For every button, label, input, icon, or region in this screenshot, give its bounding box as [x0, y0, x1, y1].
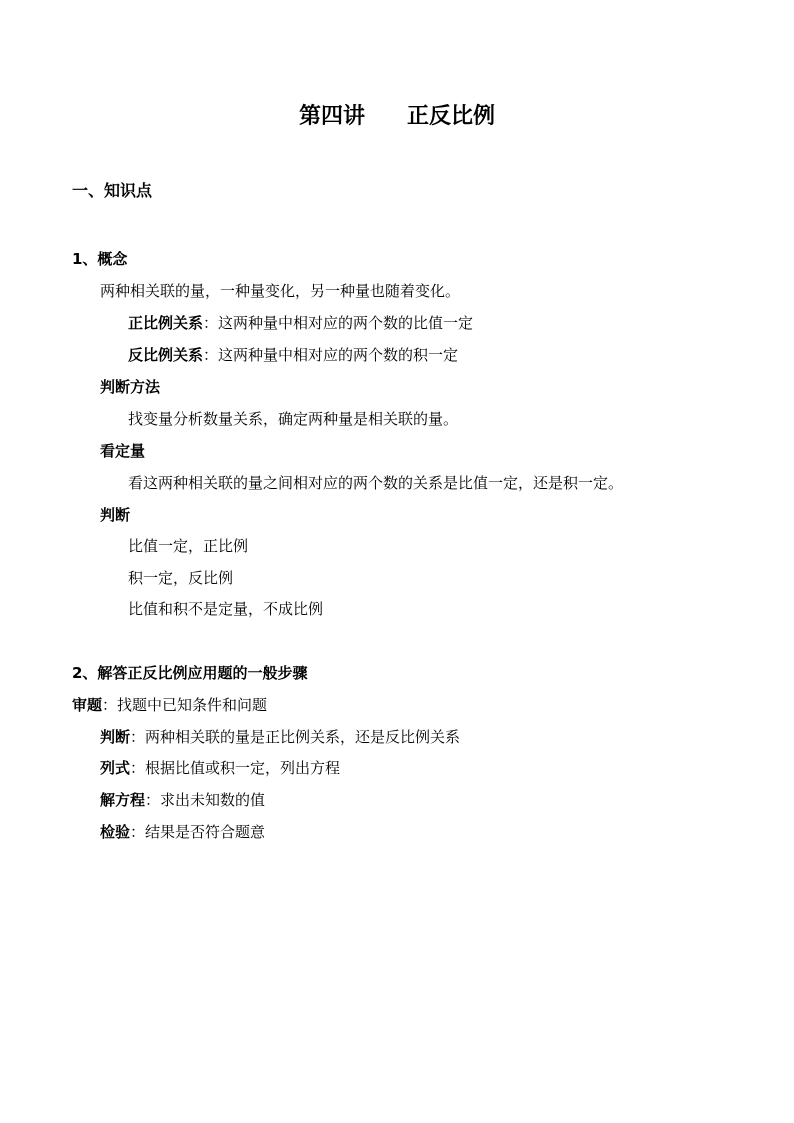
steps-heading: 2、解答正反比例应用题的一般步骤: [72, 664, 308, 682]
step-text: ：两种相关联的量是正比例关系，还是反比例关系: [130, 728, 461, 746]
judge-heading: 判断: [100, 506, 131, 524]
method-text: 找变量分析数量关系，确定两种量是相关联的量。: [128, 410, 459, 428]
step-label: 判断: [100, 728, 131, 746]
judge-item: 积一定，反比例: [128, 569, 234, 587]
lecture-topic: 正反比例: [407, 104, 496, 129]
direct-proportion-text: ：这两种量中相对应的两个数的比值一定: [203, 314, 474, 332]
lecture-number: 第四讲: [298, 104, 365, 129]
step-item-check: [100, 822, 265, 842]
section-heading-knowledge-points: 一、知识点: [72, 181, 153, 200]
step-label: 检验: [100, 823, 131, 841]
inverse-proportion-definition: [128, 345, 458, 365]
fixed-quantity-text: 看这两种相关联的量之间相对应的两个数的关系是比值一定，还是积一定。: [128, 474, 624, 492]
step-text: ：找题中已知条件和问题: [102, 696, 268, 714]
judge-item: 比值一定，正比例: [128, 537, 249, 555]
judge-item: 比值和积不是定量，不成比例: [128, 600, 324, 618]
direct-proportion-label: 正比例关系: [128, 314, 204, 332]
inverse-proportion-label: 反比例关系: [128, 346, 204, 364]
inverse-proportion-text: ：这两种量中相对应的两个数的积一定: [203, 346, 459, 364]
step-label: 审题: [72, 696, 103, 714]
page-title: [0, 103, 794, 131]
concept-intro: 两种相关联的量，一种量变化，另一种量也随着变化。: [100, 282, 461, 300]
step-label: 解方程: [100, 791, 146, 809]
concept-heading: 1、概念: [72, 250, 128, 268]
method-heading: 判断方法: [100, 378, 161, 396]
step-item-solve: [100, 790, 265, 810]
step-item-formula: [100, 758, 340, 778]
step-label: 列式: [100, 759, 131, 777]
fixed-quantity-heading: 看定量: [100, 442, 146, 460]
step-item-judge: [100, 727, 460, 747]
step-text: ：求出未知数的值: [145, 791, 266, 809]
step-text: ：结果是否符合题意: [130, 823, 266, 841]
step-item-review: [72, 695, 267, 715]
step-text: ：根据比值或积一定，列出方程: [130, 759, 341, 777]
direct-proportion-definition: [128, 313, 473, 333]
